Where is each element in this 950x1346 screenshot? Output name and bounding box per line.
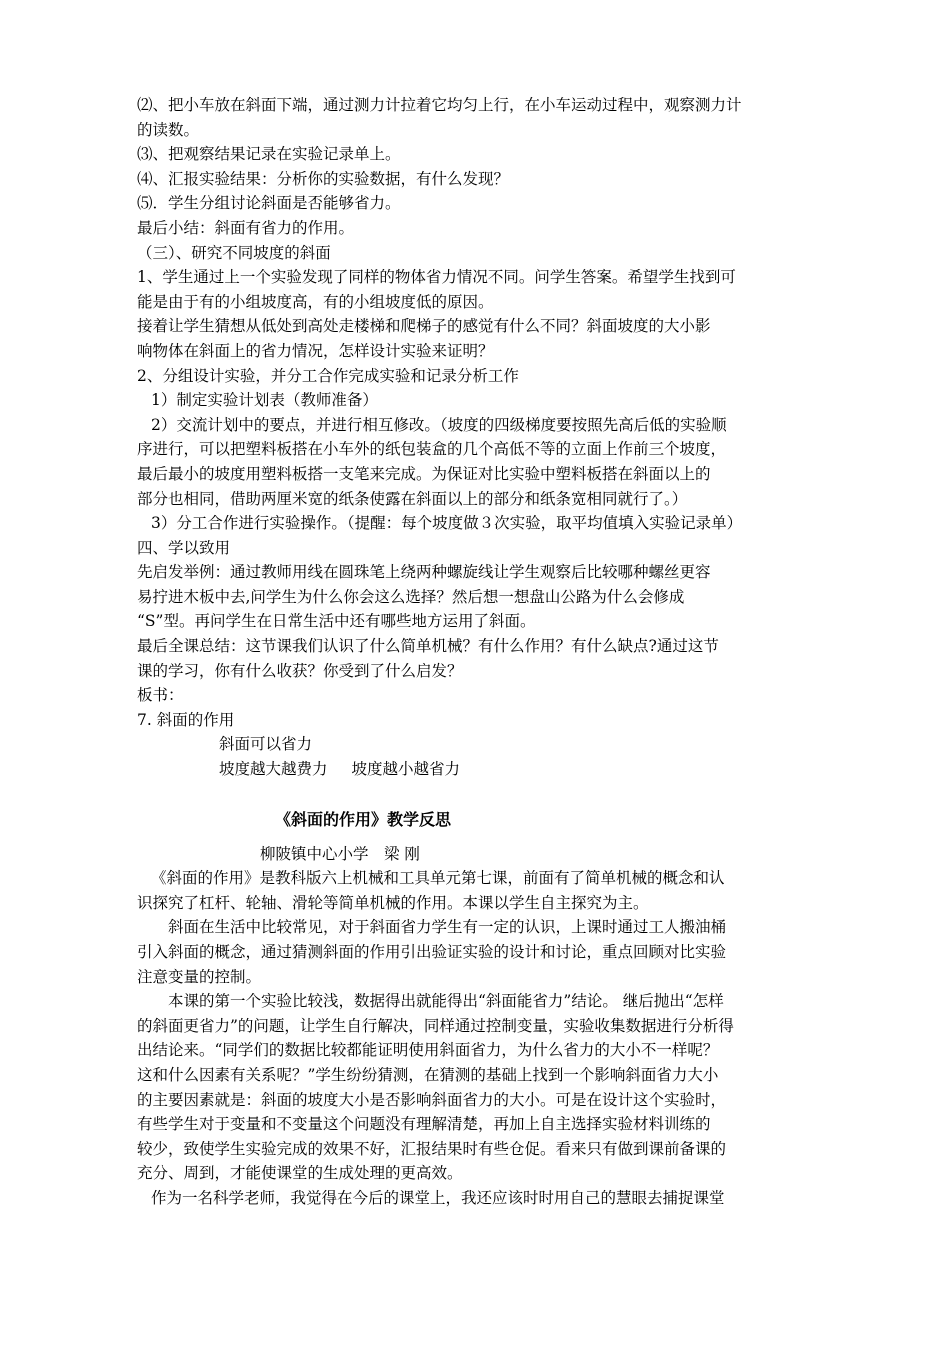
text-line: 2）交流计划中的要点，并进行相互修改。（坡度的四级梯度要按照先高后低的实验顺 — [151, 415, 727, 434]
text-line: ⑸．学生分组讨论斜面是否能够省力。 — [137, 194, 401, 213]
text-line: 这和什么因素有关系呢？”学生纷纷猜测，在猜测的基础上找到一个影响斜面省力大小 — [137, 1065, 719, 1084]
text-line: 3）分工合作进行实验操作。（提醒：每个坡度做３次实验，取平均值填入实验记录单） — [151, 514, 743, 533]
text-line: “S”型。再问学生在日常生活中还有哪些地方运用了斜面。 — [137, 612, 536, 631]
document-page — [137, 93, 861, 1211]
text-line: 的读数。 — [137, 120, 200, 139]
text-line: 充分、周到，才能使课堂的生成处理的更高效。 — [137, 1164, 463, 1183]
text-line: 易拧进木板中去,问学生为什么你会这么选择？然后想一想盘山公路为什么会修成 — [137, 587, 685, 606]
section-heading: （三）、研究不同坡度的斜面 — [137, 243, 331, 262]
text-line: 能是由于有的小组坡度高，有的小组坡度低的原因。 — [137, 292, 494, 311]
text-line: 识探究了杠杆、轮轴、滑轮等简单机械的作用。本课以学生自主探究为主。 — [137, 893, 649, 912]
text-line: 板书： — [137, 686, 184, 705]
board-line — [137, 757, 861, 782]
spacer — [137, 782, 861, 806]
board-line: 斜面可以省力 — [219, 735, 313, 754]
text-line: ⑶、把观察结果记录在实验记录单上。 — [137, 145, 401, 164]
text-line: 先启发举例：通过教师用线在圆珠笔上绕两种螺旋线让学生观察后比较哪种螺丝更容 — [137, 563, 711, 582]
text-line: 接着让学生猜想从低处到高处走楼梯和爬梯子的感觉有什么不同？斜面坡度的大小影 — [137, 317, 711, 336]
text-line: 的主要因素就是：斜面的坡度大小是否影响斜面省力的大小。可是在设计这个实验时， — [137, 1090, 727, 1109]
board-line-right: 坡度越小越省力 — [351, 760, 461, 779]
text-line: 作为一名科学老师，我觉得在今后的课堂上，我还应该时时用自己的慧眼去捕捉课堂 — [151, 1188, 725, 1207]
text-line: 2、分组设计实验，并分工合作完成实验和记录分析工作 — [137, 366, 519, 385]
text-line: 响物体在斜面上的省力情况，怎样设计实验来证明？ — [137, 341, 494, 360]
text-line: ⑵、把小车放在斜面下端，通过测力计拉着它均匀上行，在小车运动过程中，观察测力计 — [137, 96, 742, 114]
author-line: 柳陂镇中心小学 梁 刚 — [260, 844, 420, 863]
text-line: 《斜面的作用》是教科版六上机械和工具单元第七课，前面有了简单机械的概念和认 — [151, 869, 725, 888]
text-line: 的斜面更省力”的问题，让学生自行解决，同样通过控制变量，实验收集数据进行分析得 — [137, 1016, 734, 1035]
text-line: 有些学生对于变量和不变量这个问题没有理解清楚，再加上自主选择实验材料训练的 — [137, 1115, 711, 1134]
text-line: 较少，致使学生实验完成的效果不好，汇报结果时有些仓促。看来只有做到课前备课的 — [137, 1139, 727, 1158]
text-line: 序进行，可以把塑料板搭在小车外的纸包装盒的几个高低不等的立面上作前三个坡度， — [137, 440, 727, 459]
text-line: 本课的第一个实验比较浅，数据得出就能得出“斜面能省力”结论。 继后抛出“怎样 — [168, 992, 724, 1011]
text-line: 出结论来。“同学们的数据比较都能证明使用斜面省力，为什么省力的大小不一样呢？ — [137, 1041, 719, 1060]
reflection-title: 《斜面的作用》教学反思 — [275, 809, 452, 829]
text-line: 斜面在生活中比较常见，对于斜面省力学生有一定的认识，上课时通过工人搬油桶 — [168, 918, 727, 937]
section-heading: 四、学以致用 — [137, 538, 231, 557]
text-line: 最后全课总结：这节课我们认识了什么简单机械？有什么作用？有什么缺点?通过这节 — [137, 637, 719, 656]
text-line: 最后最小的坡度用塑料板搭一支笔来完成。为保证对比实验中塑料板搭在斜面以上的 — [137, 464, 711, 483]
text-line: 部分也相同，借助两厘米宽的纸条使露在斜面以上的部分和纸条宽相同就行了。） — [137, 489, 688, 508]
board-line-left: 坡度越大越费力 — [219, 760, 328, 779]
text-line: ⑷、汇报实验结果：分析你的实验数据，有什么发现？ — [137, 169, 510, 188]
text-line: 课的学习，你有什么收获？你受到了什么启发？ — [137, 661, 463, 680]
board-heading: 7. 斜面的作用 — [137, 710, 235, 729]
text-line: 1、学生通过上一个实验发现了同样的物体省力情况不同。问学生答案。希望学生找到可 — [137, 268, 736, 287]
text-line: 引入斜面的概念，通过猜测斜面的作用引出验证实验的设计和讨论，重点回顾对比实验 — [137, 943, 727, 961]
text-line: 最后小结：斜面有省力的作用。 — [137, 218, 355, 237]
text-line: 注意变量的控制。 — [137, 967, 262, 986]
text-line: 1）制定实验计划表（教师准备） — [151, 391, 378, 410]
